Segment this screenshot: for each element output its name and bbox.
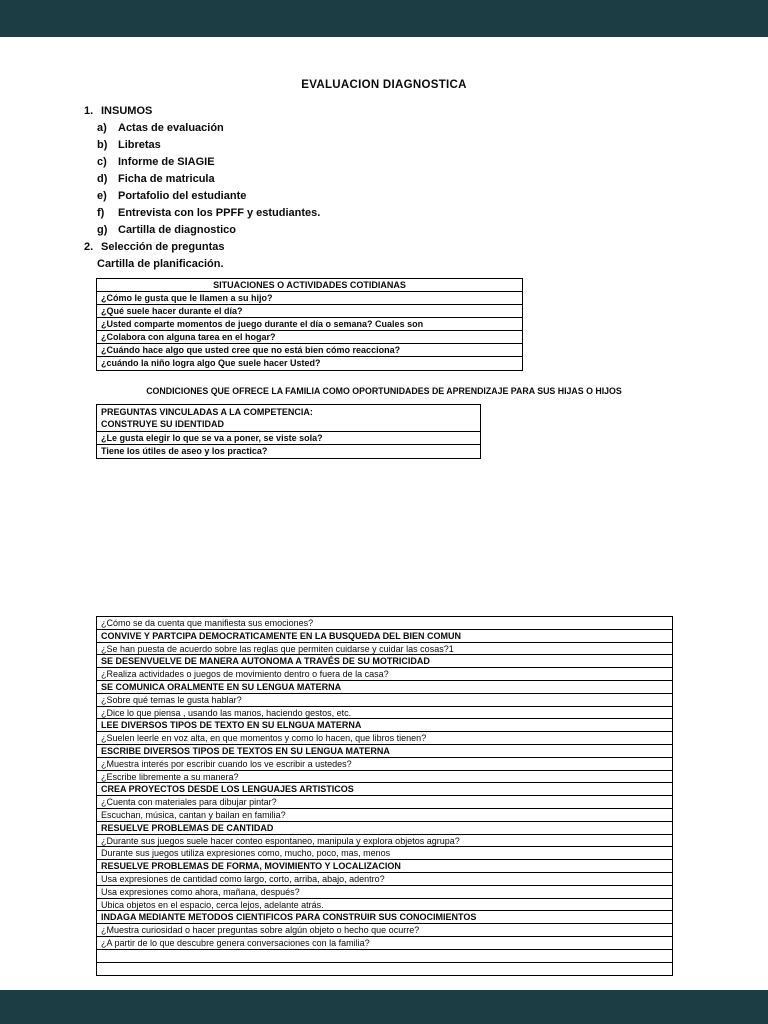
table-row: ¿cuándo la niño logra algo Que suele hacer Usted? [101,358,321,368]
table-row: Escuchan, música, cantan y bailan en familia? [97,809,672,822]
table-row: Usa expresiones de cantidad como largo, corto, arriba, abajo, adentro? [97,873,672,886]
table-row: ¿Durante sus juegos suele hacer conteo espontaneo, manipula y explora objetos agrupa? [97,835,672,848]
competency-row: INDAGA MEDIANTE METODOS CIENTIFICOS PARA CONSTRUIR SUS CONOCIMIENTOS [97,911,672,924]
preguntas-table [96,616,673,976]
situaciones-table [96,278,523,371]
outline-item-label: Entrevista con los PPFF y estudiantes. [118,207,321,219]
viewer-top-bar [0,0,768,37]
list-marker: 2. [84,241,94,253]
outline-item-1 [84,103,320,120]
table-row: ¿Sobre qué temas le gusta hablar? [97,694,672,707]
section-heading: CONDICIONES QUE OFRECE LA FAMILIA COMO OPORTUNIDADES DE APRENDIZAJE PARA SUS HIJAS O HIJOS [146,386,622,396]
competency-row: RESUELVE PROBLEMAS DE CANTIDAD [97,822,672,835]
outline-subitem [97,171,320,188]
outline-item-label: Libretas [118,139,161,151]
table-row: ¿Realiza actividades o juegos de movimiento dentro o fuera de la casa? [97,668,672,681]
header-line-2: CONSTRUYE SU IDENTIDAD [101,419,225,429]
list-marker: c) [97,156,107,168]
table-row: ¿Cuenta con materiales para dibujar pintar? [97,796,672,809]
competency-row: ESCRIBE DIVERSOS TIPOS DE TEXTOS EN SU LENGUA MATERNA [97,745,672,758]
list-marker: a) [97,122,107,134]
table-row: Usa expresiones como ahora, mañana, después? [97,886,672,899]
outline-list [84,103,320,273]
outline-item-label: Cartilla de diagnostico [118,224,236,236]
outline-subitem [97,120,320,137]
table-row: ¿Dice lo que piensa , usando las manos, haciendo gestos, etc. [97,707,672,720]
header-line-1: PREGUNTAS VINCULADAS A LA COMPETENCIA: [101,407,313,417]
outline-item-label: Actas de evaluación [118,122,224,134]
competency-row: LEE DIVERSOS TIPOS DE TEXTO EN SU ELNGUA MATERNA [97,719,672,732]
table-row: ¿Escribe libremente a su manera? [97,771,672,784]
table-header-row [97,405,480,432]
outline-item-label: INSUMOS [101,105,153,117]
competency-row: SE COMUNICA ORALMENTE EN SU LENGUA MATERNA [97,681,672,694]
outline-subitem [97,188,320,205]
list-marker: g) [97,224,108,236]
table-row: Ubica objetos en el espacio, cerca lejos, adelante atrás. [97,899,672,912]
table-row: ¿Qué suele hacer durante el día? [97,305,522,318]
list-marker: b) [97,139,108,151]
competency-row: RESUELVE PROBLEMAS DE FORMA, MOVIMIENTO Y LOCALIZACION [97,860,672,873]
list-marker: d) [97,173,108,185]
outline-subitem [97,222,320,239]
list-marker: f) [97,207,105,219]
outline-subitem [97,154,320,171]
table-row: ¿Se han puesta de acuerdo sobre las reglas que permiten cuidarse y cuidar las cosas?1 [97,643,672,656]
table-row: ¿Muestra curiosidad o hacer preguntas sobre algún objeto o hecho que ocurre? [97,924,672,937]
table-row: ¿Usted comparte momentos de juego durante el día o semana? Cuales son [97,318,522,331]
competencia-table [96,404,481,459]
outline-subitem [97,137,320,154]
document-title: EVALUACION DIAGNOSTICA [301,79,467,91]
outline-item-2 [84,239,320,256]
table-row: ¿Cómo le gusta que le llamen a su hijo? [97,292,522,305]
table-row [97,963,672,976]
table-row: ¿Cómo se da cuenta que manifiesta sus emociones? [97,617,672,630]
competency-row: SE DESENVUELVE DE MANERA AUTONOMA A TRAVÉS DE SU MOTRICIDAD [97,655,672,668]
outline-item-2-sub: Cartilla de planificación. [97,258,224,270]
outline-item-label: Informe de SIAGIE [118,156,215,168]
competency-row: CONVIVE Y PARTCIPA DEMOCRATICAMENTE EN LA BUSQUEDA DEL BIEN COMUN [97,630,672,643]
table-row: ¿Suelen leerle en voz alta, en que momentos y como lo hacen, que libros tienen? [97,732,672,745]
table-row: ¿Cuándo hace algo que usted cree que no está bien cómo reacciona? [97,344,522,357]
table-row: ¿Le gusta elegir lo que se va a poner, se viste sola? [97,432,480,445]
table-row: ¿A partir de lo que descubre genera conversaciones con la familia? [97,937,672,950]
table-row: Tiene los útiles de aseo y los practica? [101,446,268,456]
outline-subitem [97,205,320,222]
table-row: ¿Muestra interés por escribir cuando los ve escribir a ustedes? [97,758,672,771]
outline-item-label: Selección de preguntas [101,241,225,253]
list-marker: 1. [84,105,94,117]
competency-row: CREA PROYECTOS DESDE LOS LENGUAJES ARTISTICOS [97,783,672,796]
table-header-row: SITUACIONES O ACTIVIDADES COTIDIANAS [97,279,522,292]
outline-item-label: Ficha de matricula [118,173,215,185]
viewer-bottom-bar [0,990,768,1024]
list-marker: e) [97,190,107,202]
table-row: ¿Colabora con alguna tarea en el hogar? [97,331,522,344]
outline-item-label: Portafolio del estudiante [118,190,247,202]
table-row: Durante sus juegos utiliza expresiones como, mucho, poco, mas, menos [97,847,672,860]
table-row [97,950,672,963]
